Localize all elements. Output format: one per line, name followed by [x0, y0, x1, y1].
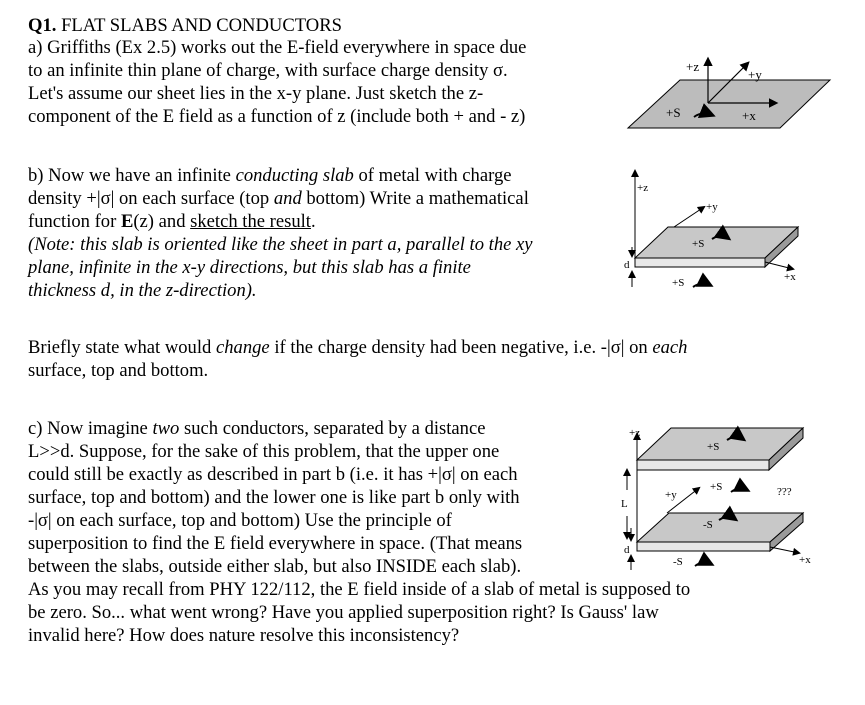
- part-c-line-4: surface, top and bottom) and the lower one is like part b only with: [28, 487, 520, 508]
- part-c-line-10: invalid here? How does nature resolve this inconsistency?: [28, 625, 460, 646]
- text-run: bottom) Write a mathematical: [301, 188, 529, 209]
- curved-arrow-icon: [731, 488, 747, 492]
- part-a-line-3: Let's assume our sheet lies in the x-y plane. Just sketch the z-: [28, 83, 484, 104]
- text-run: Briefly state what would: [28, 337, 216, 358]
- text-run: function for: [28, 211, 121, 232]
- text-run: if the charge density had been negative, i.e. -|σ| on: [269, 337, 653, 358]
- x-axis: [765, 262, 793, 269]
- y-axis: [674, 207, 704, 227]
- part-a-line-1: a) Griffiths (Ex 2.5) works out the E-field everywhere in space due: [28, 37, 527, 58]
- part-c-line-1: [28, 418, 485, 440]
- figure-two-slabs: [615, 420, 825, 580]
- x-axis: [770, 547, 799, 553]
- figure-sheet: [620, 55, 835, 135]
- part-b-line-1: [28, 165, 512, 187]
- text-run-italic: change: [215, 337, 270, 358]
- text-run-italic: each: [652, 337, 688, 358]
- sheet-plane: [628, 80, 830, 128]
- y-label: +y: [665, 489, 677, 501]
- part-a-line-2: to an infinite thin plane of charge, with surface charge density σ.: [28, 60, 508, 81]
- part-c-line-2: L>>d. Suppose, for the sake of this problem, that the upper one: [28, 441, 500, 462]
- text-run-italic: two: [152, 418, 180, 439]
- part-b-line-3: [28, 211, 316, 233]
- part-c-line-7: between the slabs, outside either slab, but also INSIDE each slab).: [28, 556, 522, 577]
- question-title: [28, 15, 342, 37]
- part-c-line-3: could still be exactly as described in part b (i.e. it has +|σ| on each: [28, 464, 518, 485]
- text-run-italic: conducting slab: [235, 165, 354, 186]
- x-label: +x: [742, 108, 756, 123]
- part-c-line-8: As you may recall from PHY 122/112, the E field inside of a slab of metal is supposed to: [28, 579, 691, 600]
- part-b-note-line-3: thickness d, in the z-direction).: [28, 280, 257, 301]
- lower-top-charge-label: -S: [703, 519, 713, 531]
- charge-label: +S: [666, 105, 681, 120]
- z-label: +z: [637, 182, 649, 194]
- brief-line-1: [28, 337, 687, 359]
- text-run: (z) and: [133, 211, 191, 232]
- x-label: +x: [799, 554, 811, 566]
- upper-slab-front-face: [637, 460, 769, 470]
- question-heading: FLAT SLABS AND CONDUCTORS: [56, 15, 342, 36]
- bottom-charge-label: +S: [672, 277, 685, 289]
- part-b-note-line-2: plane, infinite in the x-y directions, but this slab has a finite: [28, 257, 471, 278]
- part-c-line-6: superposition to find the E field everywhere in space. (That means: [28, 533, 523, 554]
- y-label: +y: [706, 201, 718, 213]
- question-marks: ???: [777, 486, 792, 498]
- text-run: density +|σ| on each surface (top: [28, 188, 274, 209]
- upper-top-charge-label: +S: [707, 441, 720, 453]
- part-b-note-line-1: (Note: this slab is oriented like the sheet in part a, parallel to the xy: [28, 234, 533, 255]
- text-run: b) Now we have an infinite: [28, 165, 236, 186]
- text-run-bold: E: [120, 211, 134, 232]
- question-number: Q1.: [28, 15, 57, 36]
- part-b-line-2: [28, 188, 529, 210]
- z-label: +z: [686, 59, 700, 74]
- x-label: +x: [784, 271, 796, 283]
- text-run: such conductors, separated by a distance: [179, 418, 486, 439]
- thickness-label: d: [624, 544, 630, 556]
- part-c-line-9: be zero. So... what went wrong? Have you applied superposition right? Is Gauss' law: [28, 602, 659, 623]
- z-label: +z: [629, 427, 641, 439]
- text-run: of metal with charge: [353, 165, 512, 186]
- curved-arrow-icon: [693, 283, 710, 287]
- lower-bottom-charge-label: -S: [673, 556, 683, 568]
- figure-slab: [618, 165, 818, 293]
- separation-label: L: [621, 498, 628, 510]
- curved-arrow-icon: [695, 562, 711, 566]
- lower-slab-front-face: [637, 542, 770, 551]
- part-a-line-4: component of the E field as a function of z (include both + and - z): [28, 106, 526, 127]
- slab-front-face: [635, 258, 765, 267]
- part-c-line-5: -|σ| on each surface, top and bottom) Use the principle of: [28, 510, 452, 531]
- top-charge-label: +S: [692, 238, 705, 250]
- thickness-label: d: [624, 259, 630, 271]
- text-run: .: [310, 211, 316, 232]
- text-run: c) Now imagine: [28, 418, 153, 439]
- y-label: +y: [748, 67, 762, 82]
- text-run-italic: and: [273, 188, 302, 209]
- text-run-underlined: sketch the result: [190, 211, 311, 232]
- upper-bottom-charge-label: +S: [710, 481, 723, 493]
- brief-line-2: surface, top and bottom.: [28, 360, 209, 381]
